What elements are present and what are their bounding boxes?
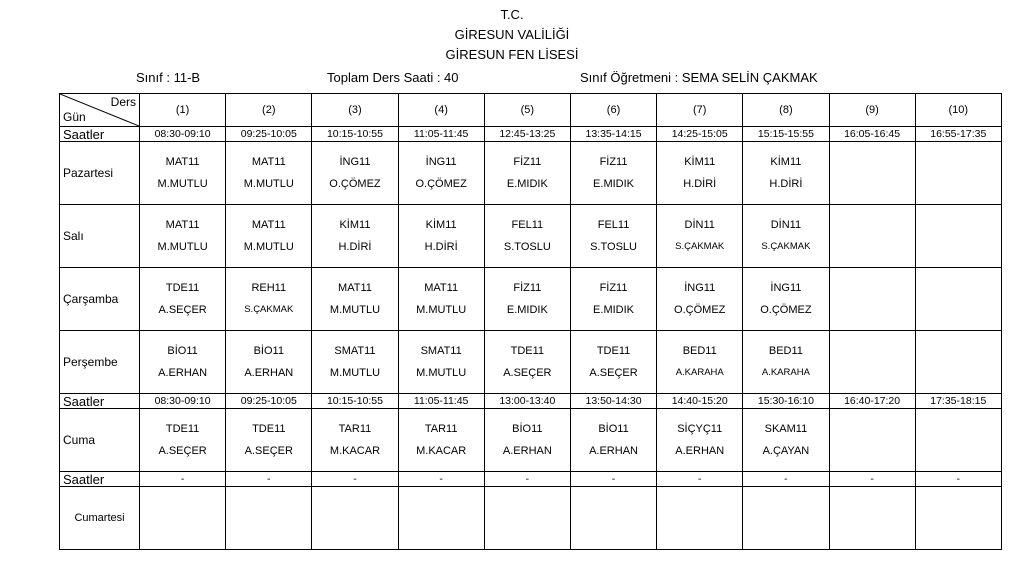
day-label: Cumartesi — [60, 487, 140, 550]
saatler-label: Saatler — [60, 127, 140, 142]
time-cell: 14:25-15:05 — [657, 127, 743, 142]
lesson-teacher: S.ÇAKMAK — [244, 304, 294, 315]
lesson-cell — [829, 268, 915, 331]
lesson-cell — [915, 268, 1001, 331]
lesson-teacher: M.MUTLU — [157, 178, 208, 190]
time-cell: 13:50-14:30 — [570, 394, 656, 409]
lesson-teacher: S.ÇAKMAK — [675, 241, 725, 252]
day-row-persembe — [60, 331, 1002, 394]
lesson-code: BİO11 — [253, 345, 284, 357]
time-cell: 11:05-11:45 — [398, 394, 484, 409]
day-label: Perşembe — [60, 331, 140, 394]
saatler-row-friday — [60, 394, 1002, 409]
lesson-teacher: M.MUTLU — [243, 241, 294, 253]
lesson-teacher: E.MIDIK — [506, 178, 548, 190]
period-header-row — [60, 94, 1002, 127]
lesson-code: KİM11 — [425, 219, 457, 231]
period-number: (6) — [570, 94, 656, 127]
lesson-cell — [743, 409, 829, 472]
lesson-code: İNG11 — [770, 282, 802, 294]
lesson-code: FİZ11 — [513, 156, 542, 168]
lesson-teacher: A.SEÇER — [503, 367, 552, 379]
lesson-cell — [915, 331, 1001, 394]
lesson-code: MAT11 — [424, 282, 459, 294]
lesson-cell — [484, 268, 570, 331]
lesson-cell — [657, 409, 743, 472]
lesson-cell — [398, 268, 484, 331]
lesson-cell — [570, 409, 656, 472]
day-label: Salı — [60, 205, 140, 268]
period-number: (1) — [140, 94, 226, 127]
lesson-teacher: O.ÇÖMEZ — [415, 178, 467, 190]
lesson-cell — [915, 409, 1001, 472]
time-cell: 10:15-10:55 — [312, 394, 398, 409]
lesson-cell — [829, 331, 915, 394]
lesson-cell — [829, 205, 915, 268]
lesson-teacher: O.ÇÖMEZ — [674, 304, 726, 316]
timetable-body — [60, 94, 1002, 550]
lesson-code: TAR11 — [338, 423, 372, 435]
lesson-teacher: A.ERHAN — [158, 367, 208, 379]
lesson-cell — [484, 331, 570, 394]
lesson-teacher: M.MUTLU — [416, 304, 467, 316]
lesson-cell — [570, 487, 656, 550]
lesson-teacher: A.ERHAN — [675, 445, 725, 457]
lesson-teacher: A.SEÇER — [158, 445, 207, 457]
lesson-cell — [915, 142, 1001, 205]
lesson-cell — [829, 142, 915, 205]
corner-cell — [60, 94, 140, 127]
lesson-cell — [484, 142, 570, 205]
lesson-cell — [398, 487, 484, 550]
day-row-carsamba — [60, 268, 1002, 331]
lesson-teacher: S.TOSLU — [590, 241, 637, 253]
lesson-code: İNG11 — [684, 282, 716, 294]
time-cell: 10:15-10:55 — [312, 127, 398, 142]
time-cell: - — [829, 472, 915, 487]
saatler-label: Saatler — [60, 394, 140, 409]
lesson-code: KİM11 — [684, 156, 716, 168]
saatler-row-saturday — [60, 472, 1002, 487]
lesson-code: TDE11 — [510, 345, 545, 357]
lesson-cell — [140, 487, 226, 550]
time-cell: 13:00-13:40 — [484, 394, 570, 409]
lesson-cell — [657, 205, 743, 268]
lesson-teacher: A.KARAHA — [761, 367, 810, 378]
lesson-teacher: A.ERHAN — [589, 445, 638, 457]
lesson-cell — [140, 142, 226, 205]
time-cell: 09:25-10:05 — [226, 127, 312, 142]
time-cell: 12:45-13:25 — [484, 127, 570, 142]
day-label: Cuma — [60, 409, 140, 472]
time-cell: - — [657, 472, 743, 487]
lesson-teacher: H.DİRİ — [424, 241, 458, 253]
saatler-label: Saatler — [60, 472, 140, 487]
lesson-teacher: O.ÇÖMEZ — [760, 304, 812, 316]
time-cell: 08:30-09:10 — [140, 127, 226, 142]
day-row-cuma — [60, 409, 1002, 472]
lesson-teacher: E.MIDIK — [593, 178, 634, 190]
time-cell: 11:05-11:45 — [398, 127, 484, 142]
period-number: (5) — [484, 94, 570, 127]
header-school: GİRESUN FEN LİSESİ — [445, 47, 579, 62]
period-number: (4) — [398, 94, 484, 127]
lesson-code: KİM11 — [339, 219, 371, 231]
header-tc: T.C. — [500, 7, 524, 22]
day-label: Çarşamba — [60, 268, 140, 331]
lesson-cell — [398, 142, 484, 205]
lesson-cell — [743, 142, 829, 205]
lesson-code: MAT11 — [165, 219, 200, 231]
class-teacher-info: Sınıf Öğretmeni : SEMA SELİN ÇAKMAK — [580, 70, 818, 85]
lesson-cell — [140, 268, 226, 331]
lesson-cell — [570, 331, 656, 394]
lesson-code: DİN11 — [770, 219, 802, 231]
lesson-teacher: M.MUTLU — [329, 304, 381, 316]
lesson-code: MAT11 — [251, 156, 286, 168]
time-cell: 09:25-10:05 — [226, 394, 312, 409]
time-cell: 15:30-16:10 — [743, 394, 829, 409]
total-hours-info: Toplam Ders Saati : 40 — [327, 70, 459, 85]
lesson-teacher: A.ERHAN — [244, 367, 294, 379]
lesson-teacher: O.ÇÖMEZ — [329, 178, 381, 190]
lesson-cell — [226, 142, 312, 205]
lesson-code: BED11 — [682, 345, 717, 357]
lesson-cell — [226, 331, 312, 394]
lesson-cell — [829, 409, 915, 472]
lesson-teacher: A.ÇAYAN — [762, 445, 810, 457]
time-cell: 13:35-14:15 — [570, 127, 656, 142]
time-cell: 16:55-17:35 — [915, 127, 1001, 142]
lesson-cell — [226, 409, 312, 472]
lesson-cell — [743, 205, 829, 268]
timetable — [59, 93, 1002, 550]
lesson-cell — [140, 409, 226, 472]
lesson-cell — [398, 205, 484, 268]
lesson-teacher: E.MIDIK — [593, 304, 634, 316]
time-cell: - — [570, 472, 656, 487]
period-number: (9) — [829, 94, 915, 127]
lesson-teacher: M.MUTLU — [157, 241, 208, 253]
lesson-code: BİO11 — [512, 423, 543, 435]
lesson-code: FİZ11 — [513, 282, 542, 294]
day-row-sali — [60, 205, 1002, 268]
lesson-cell — [915, 487, 1001, 550]
lesson-teacher: A.SEÇER — [244, 445, 293, 457]
lesson-code: TDE11 — [252, 423, 286, 435]
lesson-cell — [312, 205, 398, 268]
lesson-cell — [743, 487, 829, 550]
lesson-teacher: H.DİRİ — [338, 241, 372, 253]
lesson-code: FEL11 — [511, 219, 544, 231]
day-label: Pazartesi — [60, 142, 140, 205]
lesson-code: BİO11 — [167, 345, 198, 357]
lesson-code: BİO11 — [598, 423, 629, 435]
day-row-pazartesi — [60, 142, 1002, 205]
lesson-teacher: S.TOSLU — [503, 241, 551, 253]
lesson-cell — [743, 331, 829, 394]
lesson-cell — [312, 487, 398, 550]
lesson-cell — [484, 409, 570, 472]
lesson-code: TDE11 — [165, 423, 200, 435]
lesson-code: MAT11 — [251, 219, 286, 231]
lesson-cell — [484, 205, 570, 268]
lesson-teacher: M.MUTLU — [243, 178, 294, 190]
lesson-code: FİZ11 — [599, 282, 628, 294]
time-cell: 17:35-18:15 — [915, 394, 1001, 409]
lesson-cell — [829, 487, 915, 550]
lesson-code: DİN11 — [684, 219, 715, 231]
lesson-cell — [657, 268, 743, 331]
lesson-code: TDE11 — [165, 282, 200, 294]
lesson-cell — [398, 409, 484, 472]
lesson-cell — [657, 487, 743, 550]
time-cell: 16:40-17:20 — [829, 394, 915, 409]
lesson-cell — [312, 268, 398, 331]
time-cell: - — [312, 472, 398, 487]
lesson-cell — [312, 331, 398, 394]
time-cell: 08:30-09:10 — [140, 394, 226, 409]
period-number: (8) — [743, 94, 829, 127]
lesson-cell — [570, 268, 656, 331]
lesson-cell — [140, 205, 226, 268]
time-cell: 16:05-16:45 — [829, 127, 915, 142]
lesson-cell — [743, 268, 829, 331]
day-row-cumartesi — [60, 487, 1002, 550]
period-number: (10) — [915, 94, 1001, 127]
time-cell: - — [398, 472, 484, 487]
lesson-cell — [657, 331, 743, 394]
saatler-row-weekday — [60, 127, 1002, 142]
lesson-code: SMAT11 — [334, 345, 376, 357]
period-number: (7) — [657, 94, 743, 127]
period-number: (2) — [226, 94, 312, 127]
lesson-teacher: A.SEÇER — [158, 304, 207, 316]
lesson-code: İNG11 — [339, 156, 371, 168]
time-cell: - — [484, 472, 570, 487]
lesson-code: KİM11 — [770, 156, 802, 168]
lesson-code: FEL11 — [597, 219, 630, 231]
lesson-teacher: H.DİRİ — [683, 178, 717, 190]
lesson-teacher: H.DİRİ — [769, 178, 803, 190]
lesson-code: SMAT11 — [420, 345, 462, 357]
lesson-cell — [140, 331, 226, 394]
time-cell: - — [140, 472, 226, 487]
lesson-cell — [570, 142, 656, 205]
lesson-code: REH11 — [251, 282, 287, 294]
lesson-cell — [226, 487, 312, 550]
lesson-cell — [226, 205, 312, 268]
lesson-teacher: M.MUTLU — [329, 367, 381, 379]
lesson-cell — [312, 142, 398, 205]
lesson-teacher: M.KACAR — [329, 445, 381, 457]
time-cell: 15:15-15:55 — [743, 127, 829, 142]
lesson-cell — [570, 205, 656, 268]
lesson-teacher: M.KACAR — [416, 445, 467, 457]
time-cell: - — [226, 472, 312, 487]
class-info: Sınıf : 11-B — [136, 70, 201, 85]
lesson-code: SİÇYÇ11 — [677, 423, 723, 435]
lesson-code: TAR11 — [424, 423, 458, 435]
lesson-cell — [657, 142, 743, 205]
lesson-teacher: A.ERHAN — [502, 445, 552, 457]
header-valilik: GİRESUN VALİLİĞİ — [454, 27, 570, 42]
lesson-cell — [226, 268, 312, 331]
lesson-code: İNG11 — [425, 156, 457, 168]
lesson-teacher: M.MUTLU — [416, 367, 467, 379]
lesson-teacher: E.MIDIK — [506, 304, 548, 316]
lesson-teacher: S.ÇAKMAK — [761, 241, 811, 252]
corner-gun-label: Gün — [63, 110, 86, 124]
time-cell: 14:40-15:20 — [657, 394, 743, 409]
time-cell: - — [743, 472, 829, 487]
lesson-teacher: A.SEÇER — [589, 367, 638, 379]
lesson-cell — [398, 331, 484, 394]
time-cell: - — [915, 472, 1001, 487]
lesson-code: MAT11 — [338, 282, 372, 294]
lesson-code: TDE11 — [596, 345, 631, 357]
corner-ders-label: Ders — [110, 95, 136, 109]
period-number: (3) — [312, 94, 398, 127]
lesson-cell — [484, 487, 570, 550]
lesson-code: BED11 — [768, 345, 803, 357]
lesson-cell — [312, 409, 398, 472]
lesson-code: MAT11 — [165, 156, 200, 168]
lesson-teacher: A.KARAHA — [675, 367, 724, 378]
lesson-code: FİZ11 — [599, 156, 628, 168]
lesson-cell — [915, 205, 1001, 268]
lesson-code: SKAM11 — [764, 423, 808, 435]
